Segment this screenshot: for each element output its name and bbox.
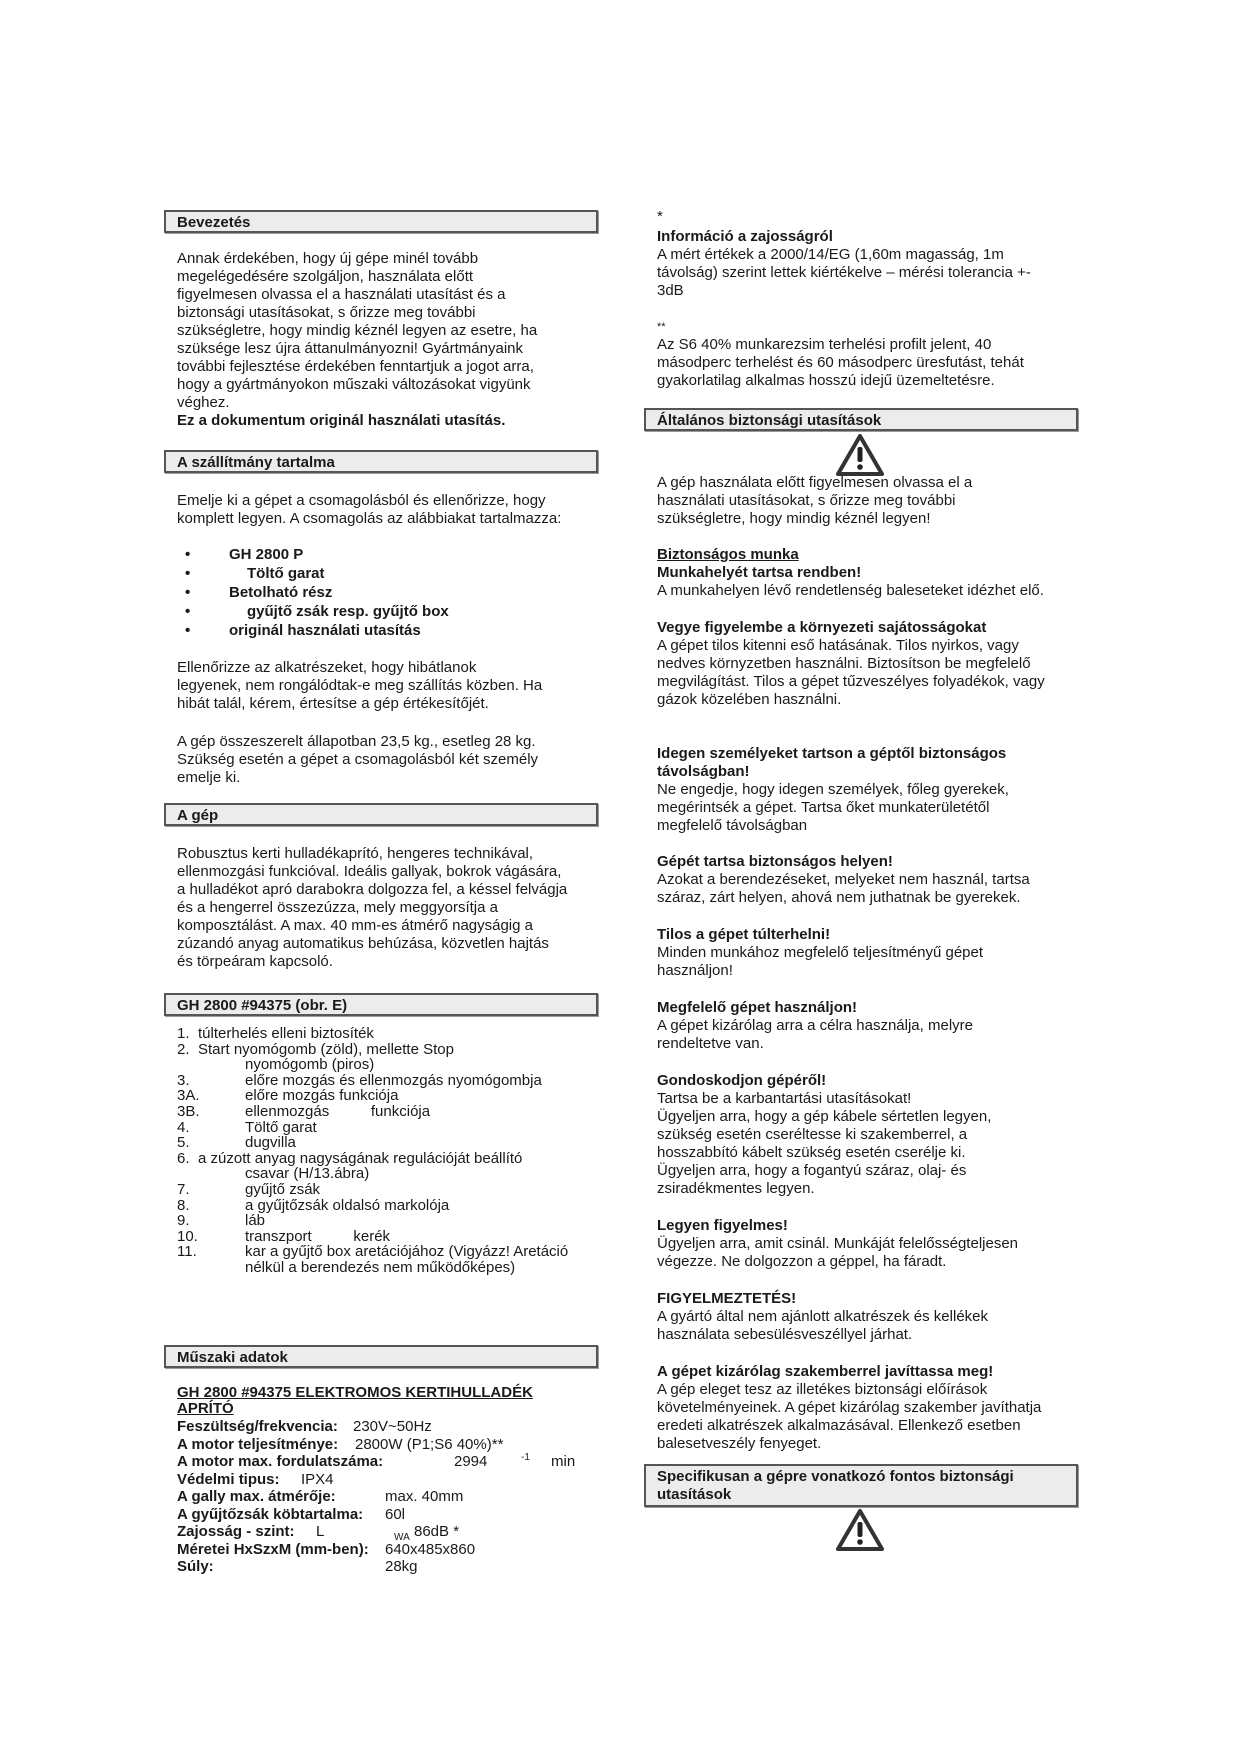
specs-table: [177, 1418, 617, 1576]
section-header-intro: Bevezetés: [164, 210, 598, 233]
delivery-text: Emelje ki a gépet a csomagolásból és ellenőrizze, hogy komplett legyen. A csomagolás az alábbiakat tartalmazza:: [177, 492, 562, 527]
machine-description: Robusztus kerti hulladékaprító, hengeres technikával, ellenmozgási funkcióval. Ideális gallyak, bokrok vágására, a hulladékot apró darabokra dolgozza fel, a késsel felvágja és a hengerrel összezúzza, mely meggyorsítja a komposztálást. A max. 40 mm-es átmérő nagyságig a zúzandó anyag automatikus behúzása, közvetlen hajtás és törpeáram kapcsoló.: [177, 845, 568, 970]
intro-original-note: Ez a dokumentum originál használati utasítás.: [177, 412, 506, 429]
rule-title: FIGYELMEZTETÉS!: [657, 1290, 797, 1307]
noise-info-title: Információ a zajosságról: [657, 228, 833, 245]
rule-title: Megfelelő gépet használjon!: [657, 999, 858, 1016]
spec-branch: A gally max. átmérője: max. 40mm: [177, 1488, 464, 1505]
rule-text: A gyártó által nem ajánlott alkatrészek és kellékek használata sebesülésveszéllyel járhat.: [657, 1308, 989, 1343]
rule-text: A gépet tilos kitenni eső hatásának. Tilos nyirkos, vagy nedves környzetben használni. Biztosítson be megfelelő megvilágítást. Tilos a gépet tűzveszélyes folyadékok, vagy gázok közelében használni.: [657, 637, 1045, 708]
noise-info-text: A mért értékek a 2000/14/EG (1,60m magasság, 1m távolság) szerint lettek kiértékelve – mérési tolerancia +- 3dB: [657, 246, 1031, 299]
weight-text: A gép összeszerelt állapotban 23,5 kg., esetleg 28 kg. Szükség esetén a gépet a csomagolásból két személy emelje ki.: [177, 733, 539, 786]
rule-title: Vegye figyelembe a környezeti sajátosságokat: [657, 619, 987, 636]
rule-title: Idegen személyeket tartson a géptől biztonságos távolságban!: [657, 745, 1007, 780]
s6-text: Az S6 40% munkarezsim terhelési profilt jelent, 40 másodperc terhelést és 60 másodperc üresfutást, tehát gyakorlatilag alkalmas hosszú idejű üzemeltetésre.: [657, 336, 1024, 389]
section-header-delivery: A szállítmány tartalma: [164, 450, 598, 473]
rule-text: A gépet kizárólag arra a célra használja, melyre rendeltetve van.: [657, 1017, 973, 1052]
safe-work-title: Biztonságos munka: [657, 546, 799, 563]
rule-title: Gépét tartsa biztonságos helyen!: [657, 853, 893, 870]
spec-noise: Zajosság - szint: L WA 86dB *: [177, 1523, 460, 1543]
spec-power: A motor teljesítménye: 2800W (P1;S6 40%)**: [177, 1435, 504, 1453]
list-item: • GH 2800 P: [177, 545, 449, 564]
specs-title: GH 2800 #94375 ELEKTROMOS KERTIHULLADÉK APRÍTÓ: [177, 1384, 533, 1417]
section-header-general-safety: Általános biztonsági utasítások: [644, 408, 1078, 431]
general-safety-text: A gép használata előtt figyelmesen olvassa el a használati utasításokat, s őrizze meg további szükségletre, hogy mindig kéznél legyen!: [657, 474, 973, 527]
list-item: • gyűjtő zsák resp. gyűjtő box: [177, 602, 449, 621]
rule-title: Tilos a gépet túlterhelni!: [657, 926, 831, 943]
rule-text: Tartsa be a karbantartási utasításokat! Ügyeljen arra, hogy a gép kábele sértetlen legyen, szükség esetén cseréltesse ki szakemberrel, a hosszabbító kábelt szükség esetén cserélje ki. Ügyeljen arra, hogy a fogantyú száraz, olaj- és zsiradékmentes legyen.: [657, 1090, 992, 1197]
rule-title: Gondoskodjon gépéről!: [657, 1072, 827, 1089]
warning-icon: [835, 433, 885, 477]
warning-icon: [835, 1508, 885, 1552]
check-parts-text: Ellenőrizze az alkatrészeket, hogy hibátlanok legyenek, nem rongálódtak-e meg szállítás közben. Ha hibát talál, kérem, értesítse a gép értékesítőjét.: [177, 659, 543, 712]
footnote-mark-2: **: [657, 321, 666, 333]
list-item: • Töltő garat: [177, 564, 449, 583]
rule-text: Azokat a berendezéseket, melyeket nem használ, tartsa száraz, zárt helyen, ahová nem juthatnak be gyerekek.: [657, 871, 1030, 906]
spec-weight: Súly: 28kg: [177, 1558, 418, 1575]
spec-protection: Védelmi tipus: IPX4: [177, 1470, 334, 1488]
delivery-contents-list: [177, 545, 449, 640]
rule-title: Munkahelyét tartsa rendben!: [657, 564, 862, 581]
intro-text: Annak érdekében, hogy új gépe minél tovább megelégedésére szolgáljon, használata előtt figyelmesen olvassa el a használati utasítást és a biztonsági utasításokat, s őrizze meg további szükségletre, hogy mindig kéznél legyen az esetre, ha szüksége lesz újra áttanulmányozni! Gyártmányaink további fejlesztése érdekében fenntartjuk a jogot arra, hogy a gyártmányokon műszaki változásokat vigyünk véghez.: [177, 250, 538, 411]
footnote-mark-1: *: [657, 208, 663, 225]
rule-text: A munkahelyen lévő rendetlenség baleseteket idézhet elő.: [657, 582, 1044, 599]
rule-title: A gépet kizárólag szakemberrel javíttassa meg!: [657, 1363, 994, 1380]
rule-text: Minden munkához megfelelő teljesítményű gépet használjon!: [657, 944, 984, 979]
section-header-parts: GH 2800 #94375 (obr. E): [164, 993, 598, 1016]
spec-dimensions: Méretei HxSzxM (mm-ben): 640x485x860: [177, 1540, 476, 1558]
rule-text: A gép eleget tesz az illetékes biztonsági előírások követelményeinek. A gépet kizárólag szakember javíthatja eredeti alkatrészek alkalmazásával. Ellenkező esetben balesetveszély fenyeget.: [657, 1381, 1042, 1452]
rule-text: Ügyeljen arra, amit csinál. Munkáját felelősségteljesen végezze. Ne dolgozzon a géppel, ha fáradt.: [657, 1235, 1019, 1270]
list-item: • originál használati utasítás: [177, 621, 449, 640]
list-item: • Betolható rész: [177, 583, 449, 602]
section-header-specific-safety: Specifikusan a gépre vonatkozó fontos biztonsági utasítások: [644, 1464, 1078, 1507]
spec-bag: A gyűjtőzsák köbtartalma: 60l: [177, 1505, 406, 1523]
section-header-machine: A gép: [164, 803, 598, 826]
section-header-specs: Műszaki adatok: [164, 1345, 598, 1368]
spec-voltage: Feszültség/frekvencia: 230V~50Hz: [177, 1418, 432, 1435]
rule-text: Ne engedje, hogy idegen személyek, főleg gyerekek, megérintsék a gépet. Tartsa őket munkaterületétől megfelelő távolságban: [657, 781, 1009, 834]
rule-title: Legyen figyelmes!: [657, 1217, 788, 1234]
spec-rpm: A motor max. fordulatszáma: 2994 -1 min: [177, 1452, 576, 1470]
